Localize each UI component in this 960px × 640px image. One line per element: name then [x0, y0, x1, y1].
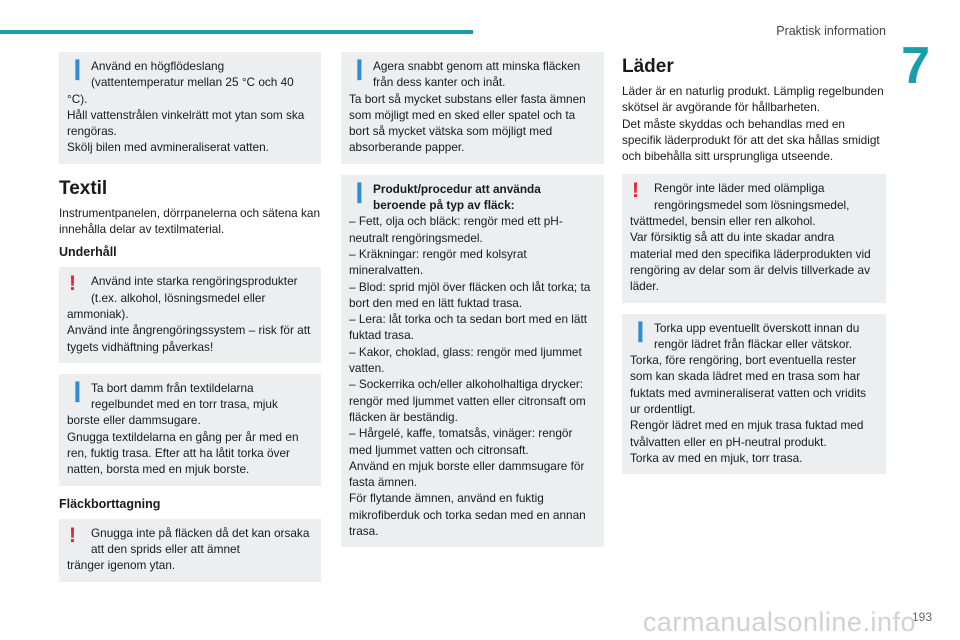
section-title: Praktisk information	[776, 24, 886, 38]
textile-intro: Instrumentpanelen, dörrpanelerna och sätena kan innehålla delar av textilmaterial.	[59, 205, 321, 237]
textile-heading: Textil	[59, 177, 108, 199]
warning-icon: !	[69, 272, 76, 296]
info-box-hose: ❙ Använd en högflödeslang (vattentemperatur mellan 25 °C och 40 °C). Håll vattenstrålen vinkelrätt mot ytan som ska rengöras. Skölj bilen med avmineraliserat vatten.	[59, 52, 321, 164]
warning-box-leather: ! Rengör inte läder med olämpliga rengöringsmedel som lösningsmedel, tvättmedel, bensin eller ren alkohol. Var försiktig så att du inte skadar andra material med den specifika läderprodukten vid rengöring av delar som är delvis tillverkade av läder.	[622, 174, 886, 302]
info-icon: ❙	[351, 58, 368, 80]
column-1	[59, 52, 321, 593]
info-icon: ❙	[351, 180, 368, 203]
info-box-stain-types: ❙ Produkt/procedur att använda beroende på typ av fläck: – Fett, olja och bläck: rengör med ett pH-neutralt rengöringsmedel. – Kräkningar: rengör med kolsyrat mineralvatten. – Blod: sprid mjöl över fläcken och låt torka; ta bort den med en lätt fuktad trasa. – Lera: låt torka och ta sedan bort med en lätt fuktad trasa. – Kakor, choklad, glass: rengör med ljummet vatten. – Sockerrika och/eller alkoholhaltiga drycker: rengör med ljummet vatten eller citronsaft om fläcken är beständig. – Hårgelé, kaffe, tomatsås, vinäger: rengör med ljummet vatten och citronsaft. Använd en mjuk borste eller dammsugare för fasta ämnen. För flytande ämnen, använd en fuktig mikrofiberduk och torka sedan med en annan trasa.	[341, 175, 604, 548]
info-icon: ❙	[69, 379, 86, 402]
warning-box-rub: ! Gnugga inte på fläcken då det kan orsaka att den sprids eller att ämnet tränger igenom ytan.	[59, 519, 321, 582]
info-icon: ❙	[632, 319, 649, 342]
info-box-leather-clean: ❙ Torka upp eventuellt överskott innan du rengör lädret från fläckar eller vätskor. Torka, före rengöring, bort eventuella rester som kan skada lädret med en trasa som har fuktats med avmineraliserat vatten och vridits ur ordentligt. Rengör lädret med en mjuk trasa fuktad med tvålvatten eller en pH-neutral produkt. Torka av med en mjuk, torr trasa.	[622, 314, 886, 475]
warning-box-products: ! Använd inte starka rengöringsprodukter (t.ex. alkohol, lösningsmedel eller ammoniak). Använd inte ångrengöringssystem – risk för att tygets vidhäftning påverkas!	[59, 267, 321, 362]
leather-intro: Läder är en naturlig produkt. Lämplig regelbunden skötsel är avgörande för hållbarheten.	[622, 84, 884, 115]
page-number: 193	[911, 610, 932, 624]
stain-heading: Fläckborttagning	[59, 496, 161, 511]
info-icon: ❙	[69, 58, 86, 80]
column-3	[622, 52, 886, 485]
warning-icon: !	[632, 179, 639, 203]
watermark: carmanualsonline.info	[642, 607, 916, 637]
info-box-act-fast: ❙ Agera snabbt genom att minska fläcken från dess kanter och inåt. Ta bort så mycket substans eller fasta ämnen som möjligt med en sked eller spatel och ta bort så mycket vätska som möjligt med absorberande papper.	[341, 52, 604, 164]
chapter-number: 7	[901, 37, 930, 95]
info-box-dust: ❙ Ta bort damm från textildelarna regelbundet med en torr trasa, mjuk borste eller dammsugare. Gnugga textildelarna en gång per år med en ren, fuktig trasa. Efter att ha låtit torka över natten, borsta med en mjuk borste.	[59, 374, 321, 486]
header-accent-bar	[0, 30, 473, 34]
leather-intro-2: Det måste skyddas och behandlas med en specifik läderprodukt för att det ska hållas smidigt och bibehålla sitt ursprungliga utseende.	[622, 116, 880, 164]
warning-icon: !	[69, 523, 76, 547]
maintenance-heading: Underhåll	[59, 245, 117, 260]
leather-heading: Läder	[622, 56, 674, 77]
column-2	[341, 52, 604, 558]
